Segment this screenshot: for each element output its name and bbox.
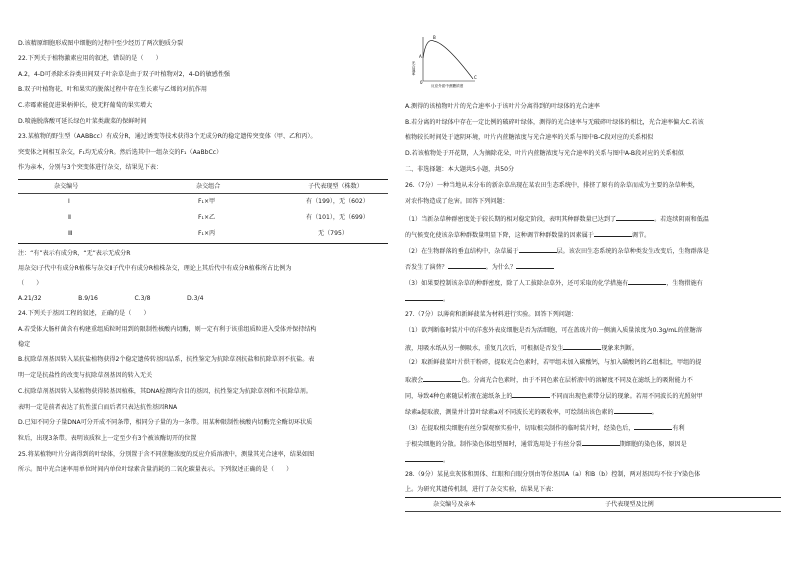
answer-blank[interactable]	[634, 423, 672, 430]
q26-part3-end: 。	[443, 296, 450, 303]
q23-stem-line3: 作为亲本，分别与3个突变体进行杂交，结果见下表：	[18, 164, 163, 171]
table-header-offspring: 子代表现型（株数）	[308, 183, 363, 190]
chart-curve	[423, 40, 473, 78]
q25-option-b-c: B.若分离的叶绿体中存在一定比例的破碎叶绿体，测得的光合速率与无破碎叶绿体的相比，光合速率偏大C.若该	[405, 119, 704, 126]
q26-stem: 26.（7分）一种当地从未分布的新杂草出现在某农田生态系统中，排挤了原有的杂草而成为主要的杂草种类，	[405, 182, 699, 189]
q28-stem-cont: 上。为研究其遗传机制，进行了杂交实验，结果见下表：	[405, 486, 558, 493]
q23-stem-line2: 突变体之间相互杂交，F₁均无成分R。然后选其中一组杂交的F₁（AaBbCc）	[18, 149, 223, 156]
chart-point-c-label: C	[474, 74, 477, 80]
q26-part3-text2: ，生物措施有	[666, 280, 703, 287]
chart-point-b-label: B	[433, 35, 436, 41]
table-row-3-id: Ⅲ	[68, 230, 73, 237]
q26-part1-cont	[405, 230, 650, 240]
q27-part2-cont-text: 取液会	[405, 377, 424, 384]
q27-part2-cont3-text: 绿素a提取液，测量并计算叶绿素a对不同波长光的吸收率，可绘制出该色素的	[405, 409, 614, 416]
q26-part1-text: （1）当新杂草种群密度处于较长期的相对稳定阶段，表明其种群数量已达到了	[405, 216, 617, 223]
answer-blank[interactable]	[582, 439, 620, 446]
table-row-1-id: Ⅰ	[68, 198, 70, 205]
answer-blank[interactable]	[516, 262, 554, 269]
q27-part1-cont-end: 现象来判断。	[601, 345, 638, 352]
q23-question: 用杂交Ⅰ子代中有成分R植株与杂交Ⅱ子代中有成分R植株杂交，理论上其后代中有成分R植株所占比例为	[18, 265, 292, 272]
q27-part1-cont	[405, 343, 638, 353]
q24-option-c-cont: 表明一定是前者表达了抗性蛋白而后者只表达抗性基因RNA	[18, 404, 178, 411]
q27-part3-text2: 有利	[672, 425, 685, 432]
q23-question-paren: （ ）	[18, 280, 43, 287]
answer-blank[interactable]	[616, 214, 654, 221]
q25-option-d: D.若该植物处于开花期，人为摘除花朵，叶片内蔗糖浓度与光合速率的关系与图中A-B段对应的关系相似	[405, 150, 684, 157]
answer-blank[interactable]	[594, 230, 632, 237]
q27-part3-cont	[405, 439, 687, 449]
answer-blank[interactable]	[519, 246, 557, 253]
q22-option-c: C.赤霉素能促进果柄伸长，使无籽葡萄的果实增大	[18, 102, 153, 109]
q27-part3-cont-text2: 期细胞的染色体，原因是	[619, 441, 687, 448]
answer-blank[interactable]	[512, 391, 550, 398]
q26-part2-cont	[405, 262, 554, 272]
section-heading: 二、非选择题：本大题共5小题，共50分	[405, 166, 515, 173]
q27-part3-end: 。	[443, 457, 450, 464]
chart-origin: 0	[420, 80, 423, 85]
q28-table-header-offspring: 子代表现型及比例	[605, 501, 654, 508]
q24-option-c: C.抗除草剂基因转入某植物获得转基因植株，其DNA检测均含目的基因，抗性鉴定为抗除草剂和不抗除草剂。	[18, 388, 312, 395]
right-column	[405, 0, 785, 566]
q24-option-b: B.抗除草剂基因转入某抗盐植物获得2个稳定遗传转基因品系，抗性鉴定为抗除草剂抗盐和抗除草剂不抗盐。表	[18, 356, 315, 363]
q28-table-header-rule	[405, 511, 781, 512]
q25-option-a: A.测得的该植物叶片的光合速率小于该叶片分离得到的叶绿体的光合速率	[405, 103, 600, 110]
answer-blank[interactable]	[423, 375, 461, 382]
q27-part2-cont3	[405, 407, 658, 417]
q27-part2-cont2-text: 同，导致4种色素随层析液在滤纸条上的	[405, 393, 513, 400]
q23-stem-line1: 23.某植物的野生型（AABBcc）有成分R，通过诱变等技术获得3个无成分R的稳定遗传突变体（甲、乙和丙）。	[18, 133, 317, 140]
q22-option-a: A.2，4-D可杀除禾谷类田间双子叶杂草是由于双子叶植物对2，4-D的敏感性强	[18, 71, 231, 78]
q26-part2-text2: 层。该农田生态系统的杂草种类发生改变后，生物群落是	[556, 248, 709, 255]
answer-blank[interactable]	[405, 455, 443, 462]
table-row-2-result: 有（101），无（699）	[306, 214, 369, 221]
table-header-cross: 杂交组合	[196, 183, 221, 190]
table-row-1-cross: F₁×甲	[198, 198, 216, 205]
q24-option-a: A.若受体大肠杆菌含有构建重组质粒时用到的限制性核酸内切酶，则一定有利于该重组质粒进入受体并保持结构	[18, 326, 317, 333]
q24-option-d-cont: 粒后，出现3条带。表明该质粒上一定至少有3个被该酶切开的位置	[18, 435, 197, 442]
q24-stem: 24.下列关于基因工程的叙述，正确的是（ ）	[18, 310, 150, 317]
q25-option-c-cont: 植物较长时间处于遮阴环境，叶片内蔗糖浓度与光合速率的关系与图中B-C段对应的关系相似	[405, 134, 654, 141]
q26-part1-text2: 。若连续阴雨和低温	[654, 216, 709, 223]
q27-part3-cont2	[405, 455, 449, 465]
q27-part1-cont-text: 液，用吸水纸从另一侧吸水，重复几次后，可根据是否发生	[405, 345, 564, 352]
table-row-1-result: 有（199），无（602）	[306, 198, 369, 205]
q26-part2-cont-text: 否发生了演替？	[405, 264, 448, 271]
q26-part3	[405, 278, 703, 288]
table-row-3-result: 无（795）	[318, 230, 348, 237]
q28-table-top-rule	[405, 497, 781, 498]
answer-blank[interactable]	[563, 343, 601, 350]
q27-part3-text: （3）在提取根尖细胞有丝分裂观察实验中，切取根尖制作的临时装片时，经染色后，	[405, 425, 635, 432]
q23-options: A.21/32 B.9/16 C.3/8 D.3/4	[18, 295, 204, 302]
q26-part1-cont-text: 的气候变化使该杂草种群数量明显下降，这种调节种群数量的因素属于	[405, 232, 594, 239]
q21-option-d: D.该精原细胞形成图中细胞的过程中至少经历了两次胞质分裂	[18, 40, 184, 47]
q26-part2-text: （2）在生物群落的垂直结构中，杂草属于	[405, 248, 519, 255]
chart-y-label: 光合速率	[412, 61, 416, 76]
answer-blank[interactable]	[614, 407, 652, 414]
q25-stem-cont: 所示。图中光合速率用单位时间内单位叶绿素含量消耗的二氧化碳量表示。下列叙述正确的是（ ）	[18, 466, 293, 473]
q26-part1-cont-end: 调节。	[631, 232, 651, 239]
answer-blank[interactable]	[628, 278, 666, 285]
table-row-3-cross: F₁×丙	[198, 230, 216, 237]
q27-part2-cont2-text2: 不同而出现色素带分层的现象。若用不同波长的光照射甲	[550, 393, 703, 400]
q26-stem-cont: 对农作物造成了危害。回答下列问题：	[405, 198, 509, 205]
q27-part3	[405, 423, 685, 433]
table-row-2-id: Ⅱ	[68, 214, 71, 221]
q27-part3-cont-text: 于根尖细胞的分散。制作染色体组型图时，通常选用处于有丝分裂	[405, 441, 582, 448]
q27-part2-cont2	[405, 391, 703, 401]
q22-option-d: D.喷施脱落酸可延长绿色叶菜类蔬菜的保鲜时间	[18, 118, 147, 125]
q28-stem: 28.（9分）某昆虫灰体和黑体、红眼和白眼分别由等位基因A（a）和B（b）控制，两对基因均不位于Y染色体	[405, 471, 701, 478]
q22-stem: 22.下列关于植物激素应用的叙述，错误的是（ ）	[18, 55, 162, 62]
q25-stem: 25.将某植物叶片分离得到的叶绿体，分别置于含不同蔗糖浓度的反应介质溶液中，测量其光合速率，结果如图	[18, 451, 315, 458]
q26-part1	[405, 214, 709, 224]
table-row-2-cross: F₁×乙	[198, 214, 216, 221]
table-note: 注：“有”表示有成分R，“无”表示无成分R	[18, 250, 131, 257]
q27-stem: 27.（7分）以薄荷和新鲜菠菜为材料进行实验。回答下列问题：	[405, 311, 578, 318]
q28-table-header-cross: 杂交编号及亲本	[433, 501, 476, 508]
answer-blank[interactable]	[448, 262, 486, 269]
table-header-cross-id: 杂交编号	[54, 183, 79, 190]
q24-option-b-cont: 明一定是抗盐性的改变与抗除草剂基因的转入无关	[18, 372, 153, 379]
q27-part2-cont-text2: 色。分离光合色素时，由于不同色素在层析液中的溶解度不同及在滤纸上的吸附能力不	[461, 377, 693, 384]
table-top-rule	[18, 179, 388, 180]
table-header-rule	[18, 193, 388, 194]
q27-part2-cont3-end: 。	[651, 409, 658, 416]
q26-part3-text: （3）如果要控制该杂草的种群密度，除了人工拔除杂草外，还可采取的化学措施有	[405, 280, 629, 287]
answer-blank[interactable]	[405, 294, 443, 301]
q26-part2	[405, 246, 709, 256]
table-bottom-rule	[18, 243, 388, 244]
left-column	[18, 0, 390, 566]
q22-option-b: B.双子叶植物花、叶和果实的脱落过程中存在生长素与乙烯的对抗作用	[18, 86, 207, 93]
q26-part2-why: 。为什么？	[485, 264, 517, 271]
q27-part2: （2）取新鲜菠菜叶片烘干粉碎，提取光合色素时，若甲组未加入碳酸钙，与加入碳酸钙的乙组相比，甲组的提	[405, 359, 702, 366]
chart-point-a-label: A	[419, 53, 422, 59]
q24-option-a-cont: 稳定	[18, 341, 31, 348]
photosynthesis-chart	[413, 33, 477, 89]
q27-part1: （1）欲判断临时装片中的洋葱外表皮细胞是否为活细胞，可在盖玻片的一侧滴入质量浓度为0.3g/mL的蔗糖溶	[405, 327, 702, 334]
chart-x-label: 反应介质中蔗糖浓度	[431, 84, 464, 88]
q26-part3-cont	[405, 294, 449, 304]
q24-option-d: D.已知不同分子量DNA可分开成不同条带，相同分子量的为一条带。用某种限制性核酸内切酶完全酶切环状质	[18, 419, 313, 426]
q27-part2-cont	[405, 375, 693, 385]
